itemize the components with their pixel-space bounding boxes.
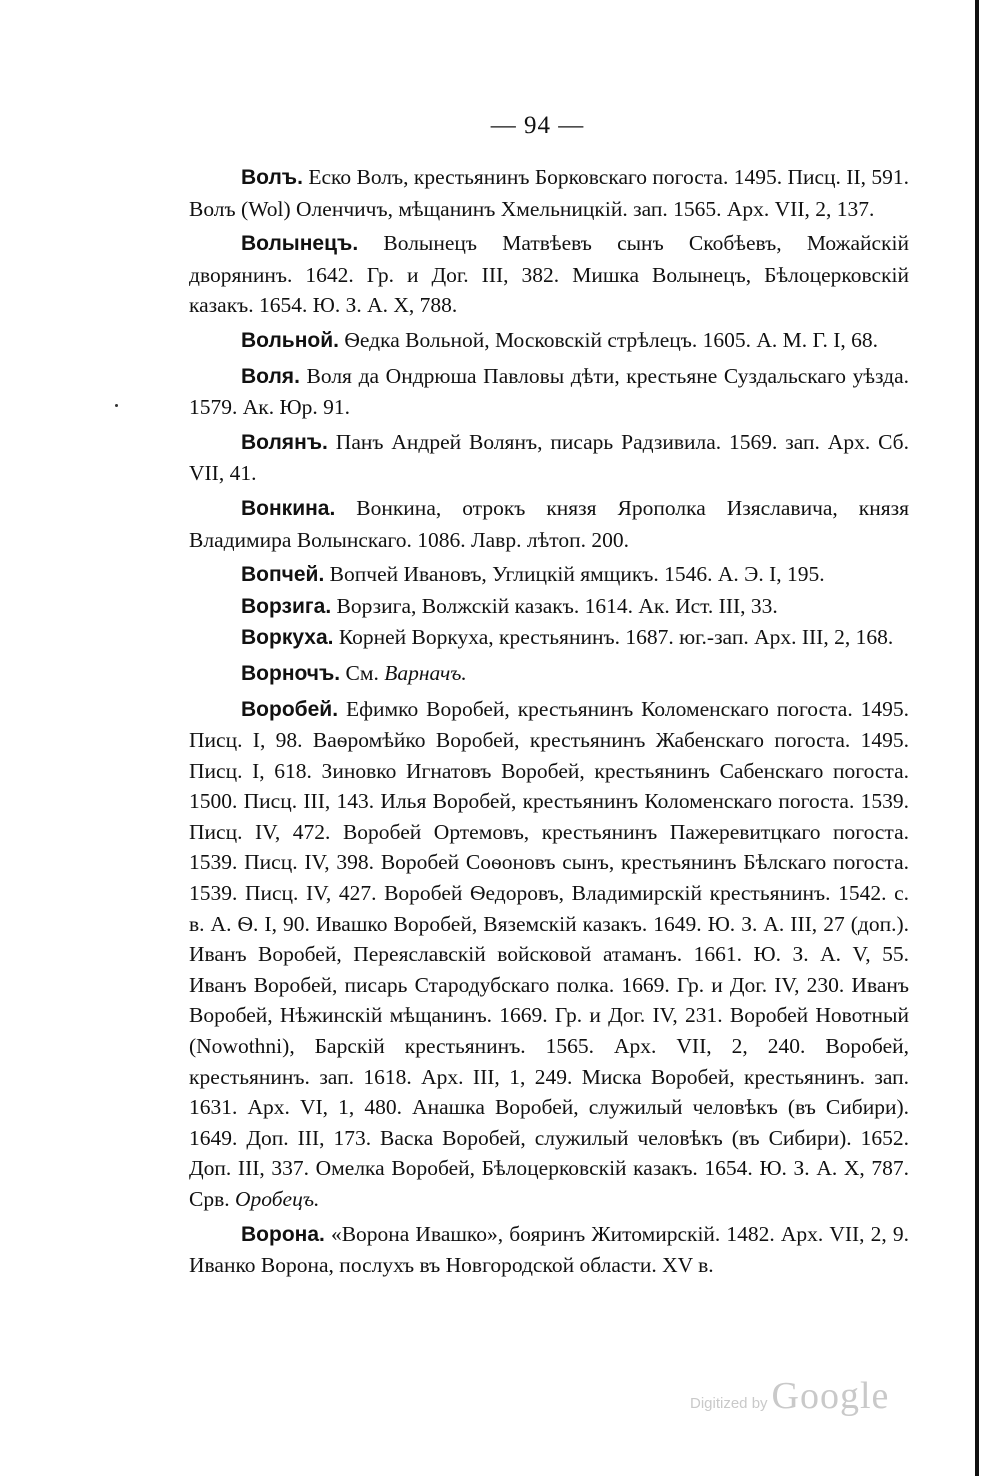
entry-body: Ефимко Воробей, крестьянинъ Коломенскаго погоста. 1495. Писц. I, 98. Ваѳромѣйко Воробей, крестьянинъ Жабенскаго погоста. 1495. Писц. I, 618. Зиновко Игнатовъ Воробей, крестьянинъ Сабенскаго погоста. 1500. Писц. III, 143. Илья Воробей, крестьянинъ Коломенскаго погоста. 1539. Писц. IV, 472. Воробей Ортемовъ, крестьянинъ Пажеревитцкаго погоста. 1539. Писц. IV, 398. Воробей Соѳоновъ сынъ, крестьянинъ Бѣлскаго погоста. 1539. Писц. IV, 427. Воробей Ѳедоровъ, Владимирскій крестьянинъ. 1542. с. в. А. Ѳ. I, 90. Ивашко Воробей, Вяземскій казакъ. 1649. Ю. З. А. III, 27 (доп.). Иванъ Воробей, Переяславскій войсковой атаманъ. 1661. Ю. З. А. V, 55. Иванъ Воробей, писарь Стародубскаго полка. 1669. Гр. и Дог. IV, 230. Иванъ Воробей, Нѣжинскій мѣщанинъ. 1669. Гр. и Дог. IV, 231. Воробей Новотный (Nowothni), Барскій крестьянинъ. 1565. Арх. VII, 2, 240. Воробей, крестьянинъ. зап. 1618. Арх. III, 1, 249. Миска Воробей, крестьянинъ. зап. 1631. Арх. VI, 1, 480. Анашка Воробей, служилый человѣкъ (въ Сибири). 1649. Доп. III, 173. Васка Воробей, служилый человѣкъ (въ Сибири). 1652. Доп. III, 337. Омелка Воробей, Бѣлоцерковскій казакъ. 1654. Ю. З. А. X, 787. Срв. — [189, 696, 909, 1211]
entry-body: Ворзига, Волжскій казакъ. 1614. Ак. Ист. III, 33. — [331, 593, 778, 618]
entry-headword: Воркуха. — [241, 626, 334, 650]
entry — [189, 1219, 909, 1281]
digitized-by-google-watermark — [690, 1374, 920, 1424]
entry-body: Волынецъ Матвѣевъ сынъ Скобѣевъ, Можайскій дворянинъ. 1642. Гр. и Дог. III, 382. Мишка Волынецъ, Бѣлоцерковскій казакъ. 1654. Ю. З. А. X, 788. — [189, 231, 909, 318]
entry — [189, 493, 909, 555]
entry-headword: Волянъ. — [241, 430, 328, 454]
entry-body: См. — [340, 660, 385, 685]
entry-body: Вопчей Ивановъ, Углицкій ямщикъ. 1546. А. Э. I, 195. — [324, 562, 825, 587]
entry-headword: Вопчей. — [241, 563, 325, 587]
entry-headword: Ворзига. — [241, 594, 332, 618]
entry-headword: Воля. — [241, 364, 300, 388]
entry-body: Корней Воркуха, крестьянинъ. 1687. юг.-зап. Арх. III, 2, 168. — [333, 625, 894, 650]
entry-body: Ѳедка Вольной, Московскій стрѣлецъ. 1605. А. М. Г. I, 68. — [338, 327, 879, 352]
entry-headword: Волынецъ. — [241, 232, 359, 256]
entry-body: Вонкина, отрокъ князя Ярополка Изяславича, князя Владимира Волынскаго. 1086. Лавр. лѣтоп. 200. — [189, 495, 909, 552]
cross-reference: Варначъ. — [384, 660, 467, 685]
dictionary-text — [189, 162, 909, 1285]
entry — [189, 658, 909, 690]
cross-reference: Оробецъ. — [235, 1187, 320, 1211]
entry — [189, 622, 909, 654]
page-edge-shadow — [975, 0, 979, 1476]
entry-headword: Вонкина. — [241, 496, 336, 520]
entry-body: Воля да Ондрюша Павловы дѣти, крестьяне Суздальскаго уѣзда. 1579. Ак. Юр. 91. — [189, 363, 909, 420]
entry — [189, 427, 909, 489]
watermark-small-text: Digitized by — [690, 1395, 768, 1412]
entry-headword: Воробей. — [241, 697, 339, 721]
entry — [189, 228, 909, 321]
entry — [189, 325, 909, 357]
entry-headword: Ворона. — [241, 1222, 325, 1246]
scan-speck — [115, 404, 118, 407]
entry — [189, 162, 909, 224]
entry-body: Панъ Андрей Волянъ, писарь Радзивила. 1569. зап. Арх. Сб. VII, 41. — [189, 429, 909, 486]
entry-headword: Вольной. — [241, 328, 339, 352]
google-wordmark: Google — [771, 1375, 890, 1417]
entry-body: «Ворона Ивашко», бояринъ Житомирскій. 1482. Арх. VII, 2, 9. Иванко Ворона, послухъ въ Новгородской области. XV в. — [189, 1221, 909, 1278]
entry-headword: Волъ. — [241, 166, 303, 189]
entry-headword: Ворночъ. — [241, 661, 341, 685]
entry — [189, 694, 909, 1215]
entry — [189, 591, 909, 623]
page-number: — 94 — — [490, 112, 585, 139]
entry — [189, 361, 909, 423]
entry-body: Еско Волъ, крестьянинъ Борковскаго погоста. 1495. Писц. II, 591. Волъ (Wol) Оленчичъ, мѣщанинъ Хмельницкій. зап. 1565. Арх. VII, 2, 137. — [189, 165, 909, 221]
entry — [189, 559, 909, 591]
